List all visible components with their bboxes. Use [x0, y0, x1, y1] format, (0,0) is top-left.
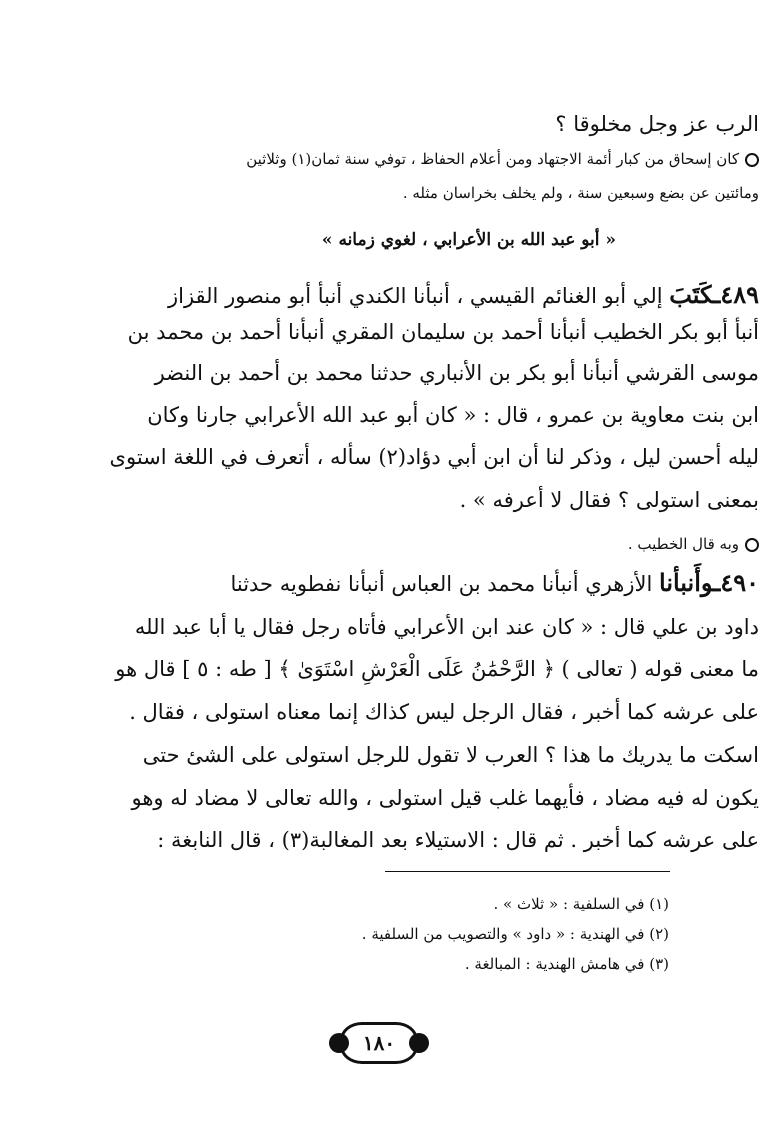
paragraph-490-line: على عرشه كما أخبر ، فقال الرجل ليس كذاك إنما معناه استولى ، فقال .: [129, 700, 759, 724]
circle-bullet-icon: [745, 538, 759, 552]
note-line: وبه قال الخطيب .: [179, 535, 759, 553]
entry-number: ٤٨٩ـ: [713, 280, 759, 309]
section-heading: « أبو عبد الله بن الأعرابي ، لغوي زمانه »: [321, 230, 617, 250]
paragraph-490-line: داود بن علي قال : « كان عند ابن الأعرابي فأتاه رجل فقال يا أبا عبد الله: [134, 615, 759, 639]
entry-number: ٤٩٠ـ: [713, 568, 759, 597]
paragraph-490-line: اسكت ما يدريك ما هذا ؟ العرب لا تقول للرجل استولى على الشئ حتى: [142, 743, 759, 767]
footnote: (١) في السلفية : « ثلاث » .: [493, 895, 669, 913]
paragraph-489-line: أنبأ أبو بكر الخطيب أنبأنا أحمد بن سليمان المقري أنبأنا أحمد بن محمد بن: [127, 320, 759, 344]
page-number-badge: [340, 1022, 418, 1064]
paragraph-490-line: ما معنى قوله ( تعالى ) ﴿ الرَّحْمَٰنُ عَلَى الْعَرْشِ اسْتَوَىٰ ﴾ [ طه : ٥ ] قال هو: [115, 657, 759, 681]
entry-keyword: وأَنبأنا: [659, 568, 714, 597]
footnote: (٣) في هامش الهندية : المبالغة .: [464, 955, 669, 973]
paragraph-489-line: موسى القرشي أنبأنا أبو بكر بن الأنباري حدثنا محمد بن أحمد بن النضر: [154, 361, 759, 385]
paragraph-490-line: على عرشه كما أخبر . ثم قال : الاستيلاء بعد المغالبة(٣) ، قال النابغة :: [157, 828, 759, 852]
note-line: كان إسحاق من كبار أئمة الاجتهاد ومن أعلام الحفاظ ، توفي سنة ثمان(١) وثلاثين: [179, 150, 759, 168]
paragraph-489-line: ابن بنت معاوية بن عمرو ، قال : « كان أبو عبد الله الأعرابي جارنا وكان: [147, 403, 759, 427]
text-line: الرب عز وجل مخلوقا ؟: [555, 112, 759, 136]
footnote: (٢) في الهندية : « داود » والتصويب من السلفية .: [361, 925, 669, 943]
paragraph-489-line: بمعنى استولى ؟ فقال لا أعرفه » .: [459, 488, 759, 512]
circle-bullet-icon: [745, 153, 759, 167]
entry-keyword: كَتَبَ: [669, 280, 714, 309]
paragraph-489-line: ليله أحسن ليل ، وذكر لنا أن ابن أبي دؤاد(٢) سأله ، أتعرف في اللغة استوى: [109, 445, 759, 469]
page-number: ١٨٠: [362, 1031, 396, 1055]
paragraph-489-line: ٤٨٩ـكَتَبَ إلي أبو الغنائم القيسي ، أنبأنا الكندي أنبأ أبو منصور القزاز: [167, 280, 759, 309]
paragraph-490-line: يكون له فيه مضاد ، فأيهما غلب قيل استولى ، والله تعالى لا مضاد له وهو: [131, 786, 759, 810]
paragraph-490-line: ٤٩٠ـوأَنبأنا الأزهري أنبأنا محمد بن العباس أنبأنا نفطويه حدثنا: [230, 568, 759, 597]
footnote-divider: [385, 871, 670, 872]
note-line: ومائتين عن بضع وسبعين سنة ، ولم يخلف بخراسان مثله .: [402, 184, 759, 202]
